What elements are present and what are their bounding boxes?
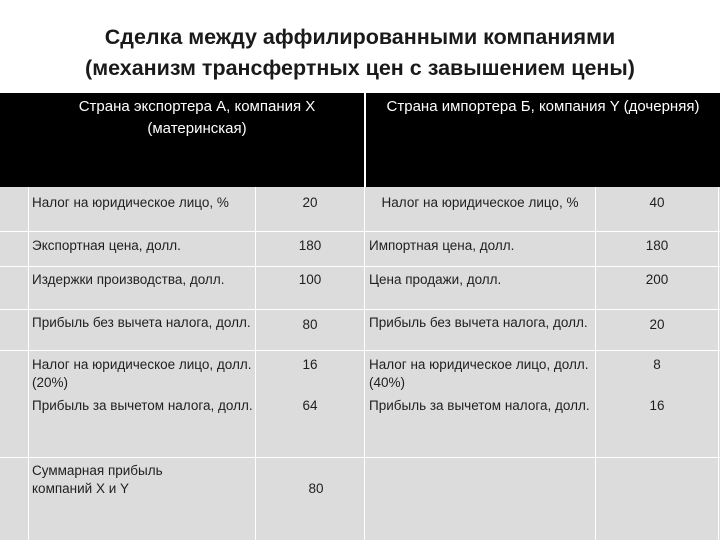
table-cell-right-label: Цена продажи, долл.: [369, 272, 502, 287]
table-cell-left-value: 180: [298, 238, 322, 253]
slide-title: [0, 22, 720, 84]
table-cell-left-value: 80: [302, 317, 318, 332]
table-cell-right-label: Импортная цена, долл.: [369, 238, 515, 253]
header-importer: [366, 93, 720, 187]
table-cell-left-label: Прибыль за вычетом налога, долл.: [32, 398, 253, 413]
title-line-2: (механизм трансфертных цен с завышением цены): [85, 56, 635, 80]
grid-hline: [0, 266, 720, 267]
grid-hline: [0, 309, 720, 310]
grid-hline: [0, 457, 720, 458]
table-cell-left-value: 64: [302, 398, 318, 413]
grid-vline: [718, 187, 719, 540]
table-cell-right-value: 8: [653, 357, 661, 372]
header-exporter: [30, 93, 364, 187]
table-cell-left-value: 80: [308, 481, 324, 496]
table-cell-right-label: Прибыль за вычетом налога, долл.: [369, 398, 590, 413]
table-cell-right-value: 20: [649, 317, 665, 332]
table-cell-left-label: Суммарная прибыль компаний Х и Y: [32, 463, 163, 496]
header-exporter-label: Страна экспортера А, компания Х (материнская): [78, 98, 316, 137]
table-cell-right-value: 40: [649, 195, 665, 210]
table-cell-right-label: Налог на юридическое лицо, %: [381, 195, 579, 210]
title-line-1: Сделка между аффилированными компаниями: [104, 25, 616, 49]
table-cell-left-label: Прибыль без вычета налога, долл.: [32, 315, 251, 330]
header-importer-label: Страна импортера Б, компания Y (дочерняя): [386, 98, 700, 115]
table-cell-right-label: Налог на юридическое лицо, долл. (40%): [369, 357, 589, 390]
table-cell-left-value: 16: [302, 357, 318, 372]
table-cell-right-value: 180: [645, 238, 669, 253]
table-cell-left-label: Издержки производства, долл.: [32, 272, 225, 287]
table-cell-left-value: 100: [298, 272, 322, 287]
table-cell-left-label: Налог на юридическое лицо, долл. (20%): [32, 357, 252, 390]
table-cell-left-label: Налог на юридическое лицо, %: [32, 195, 229, 210]
table-cell-right-value: 16: [649, 398, 665, 413]
grid-hline: [0, 350, 720, 351]
grid-hline: [0, 231, 720, 232]
table-cell-left-value: 20: [302, 195, 318, 210]
grid-vline: [28, 187, 29, 540]
table-cell-left-label: Экспортная цена, долл.: [32, 238, 181, 253]
table-cell-right-label: Прибыль без вычета налога, долл.: [369, 315, 588, 330]
table-cell-right-value: 200: [645, 272, 669, 287]
